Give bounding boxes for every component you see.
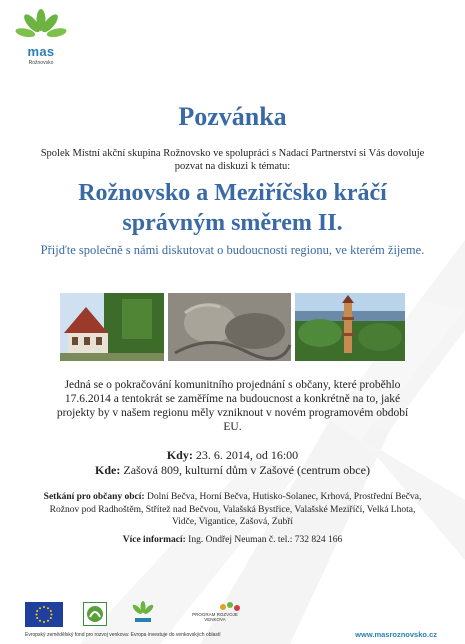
event-headline bbox=[0, 178, 465, 238]
photo-stone-sculpture bbox=[168, 293, 291, 361]
program-label: PROGRAM ROZVOJE VENKOVA bbox=[192, 612, 238, 622]
logo-subtitle: Rožnovsko bbox=[28, 60, 54, 66]
mas-leaf-icon bbox=[12, 8, 70, 44]
website-link[interactable]: www.masroznovsko.cz bbox=[355, 630, 437, 639]
event-where bbox=[0, 463, 465, 478]
photo-lookout-tower bbox=[295, 293, 405, 361]
footer-logos bbox=[25, 598, 255, 628]
contact-label: Více informací: bbox=[122, 535, 186, 545]
intro-text: Spolek Místní akční skupina Rožnovsko ve spolupráci s Nadací Partnerství si Vás dovoluje pozvat na diskuzi k tématu: bbox=[40, 148, 425, 172]
where-label: Kde: bbox=[95, 463, 121, 477]
page-title: Pozvánka bbox=[178, 102, 287, 131]
photo-strip bbox=[60, 293, 405, 361]
mas-logo bbox=[12, 8, 70, 70]
leader-logo bbox=[83, 602, 107, 626]
photo-wooden-building bbox=[60, 293, 164, 361]
event-description: Jedná se o pokračování komunitního projednání s občany, které proběhlo 17.6.2014 a tentokrát se zaměříme na budoucnost a konkrétně na to, jaké projekty by v našem regionu měly vzniknout v novém programovém období EU. bbox=[56, 379, 409, 433]
event-subline: Přijďte společně s námi diskutovat o budoucnosti regionu, ve kterém žijeme. bbox=[40, 243, 425, 257]
where-value: Zašová 809, kulturní dům v Zašové (centrum obce) bbox=[123, 463, 370, 477]
contact-value: Ing. Ondřej Neuman č. tel.: 732 824 166 bbox=[188, 535, 343, 545]
eu-disclaimer: Evropský zemědělský fond pro rozvoj venkova: Evropa investuje do venkovských oblastí bbox=[25, 632, 221, 638]
municipalities-value: Dolní Bečva, Horní Bečva, Hutisko-Solanec, Krhová, Prostřední Bečva, Rožnov pod Radhoštěm, Střítež nad Bečvou, Valašská Bystřice, Valašské Meziříčí, Velká Lhota, Vidče, Vigantice, Zašová, Zubří bbox=[49, 492, 422, 527]
contact-info bbox=[0, 535, 465, 545]
event-when bbox=[0, 448, 465, 463]
logo-name: mas bbox=[27, 44, 55, 59]
eu-flag-icon bbox=[25, 602, 63, 627]
when-label: Kdy: bbox=[166, 448, 193, 462]
mas-small-logo bbox=[129, 600, 157, 628]
when-value: 23. 6. 2014, od 16:00 bbox=[195, 448, 299, 462]
program-rozvoje-venkova-logo bbox=[185, 600, 245, 628]
municipalities-list bbox=[0, 491, 465, 529]
headline-line-1: Rožnovsko a Meziříčsko kráčí bbox=[78, 180, 387, 206]
municipalities-label: Setkání pro občany obcí: bbox=[43, 492, 145, 502]
headline-line-2: správným směrem II. bbox=[122, 210, 343, 236]
